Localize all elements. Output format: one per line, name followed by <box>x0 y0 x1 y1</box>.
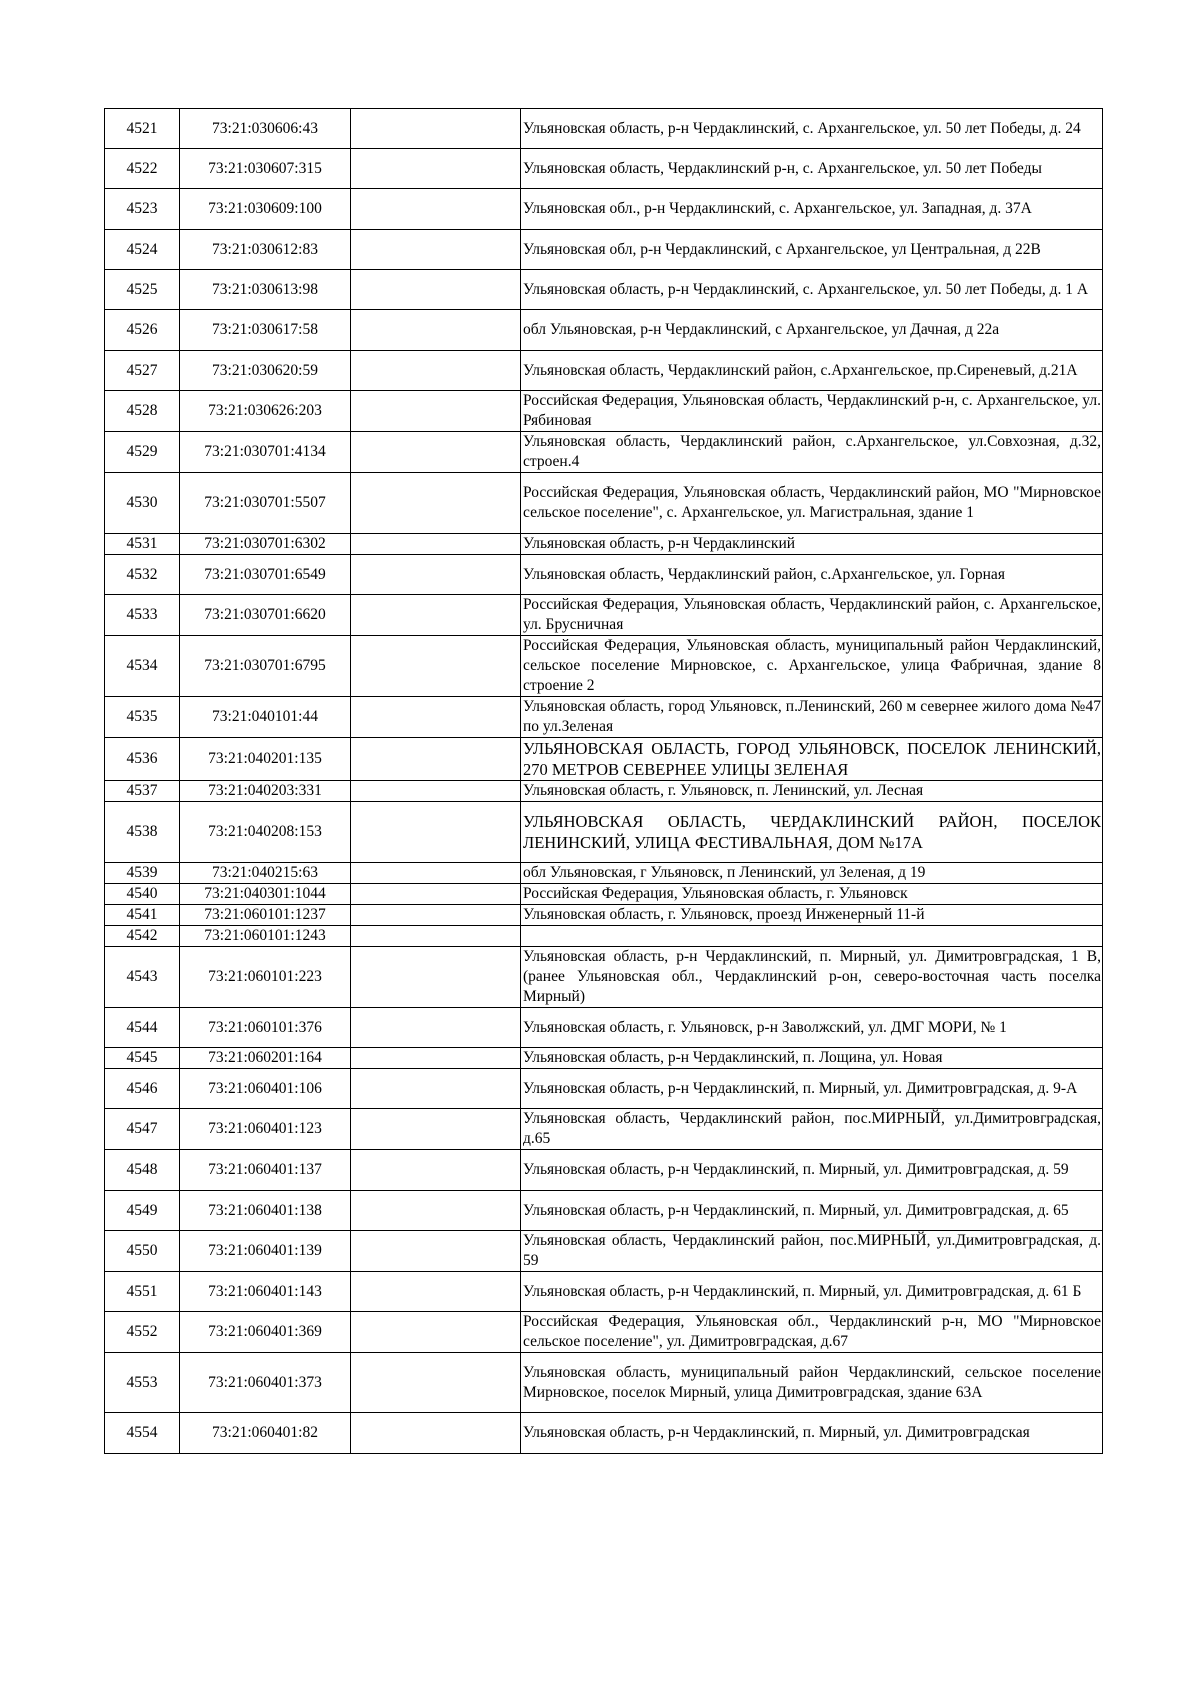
cadastral-number: 73:21:030612:83 <box>180 230 351 270</box>
table-row <box>105 432 1103 473</box>
address-cell: Ульяновская область, р-н Чердаклинский, с. Архангельское, ул. 50 лет Победы, д. 24 <box>521 109 1103 149</box>
empty-cell <box>351 884 521 905</box>
table-row <box>105 1413 1103 1454</box>
address-cell: Ульяновская область, Чердаклинский район, с.Архангельское, ул.Совхозная, д.32, строен.4 <box>521 432 1103 473</box>
table-row <box>105 947 1103 1008</box>
row-number: 4544 <box>105 1008 180 1048</box>
cadastral-number: 73:21:040101:44 <box>180 697 351 738</box>
cadastral-number: 73:21:030701:5507 <box>180 473 351 534</box>
empty-cell <box>351 1272 521 1312</box>
table-row <box>105 1008 1103 1048</box>
empty-cell <box>351 109 521 149</box>
address-cell: Ульяновская область, р-н Чердаклинский, п. Мирный, ул. Димитровградская, д. 61 Б <box>521 1272 1103 1312</box>
table-row <box>105 473 1103 534</box>
address-cell: Ульяновская область, муниципальный район Чердаклинский, сельское поселение Мирновское, поселок Мирный, улица Димитровградская, здание 63А <box>521 1353 1103 1413</box>
row-number: 4523 <box>105 189 180 230</box>
address-cell: Ульяновская обл, р-н Чердаклинский, с Архангельское, ул Центральная, д 22В <box>521 230 1103 270</box>
table-row <box>105 636 1103 697</box>
row-number: 4521 <box>105 109 180 149</box>
table-row <box>105 595 1103 636</box>
address-cell: Ульяновская область, р-н Чердаклинский, п. Мирный, ул. Димитровградская <box>521 1413 1103 1454</box>
cadastral-number: 73:21:030607:315 <box>180 149 351 189</box>
empty-cell <box>351 149 521 189</box>
table-row <box>105 926 1103 947</box>
empty-cell <box>351 926 521 947</box>
empty-cell <box>351 230 521 270</box>
registry-table <box>104 108 1103 1454</box>
empty-cell <box>351 189 521 230</box>
address-cell: Ульяновская область, р-н Чердаклинский, п. Мирный, ул. Димитровградская, д. 65 <box>521 1191 1103 1231</box>
row-number: 4530 <box>105 473 180 534</box>
table-row <box>105 189 1103 230</box>
row-number: 4540 <box>105 884 180 905</box>
address-cell: обл Ульяновская, г Ульяновск, п Ленинский, ул Зеленая, д 19 <box>521 863 1103 884</box>
table-row <box>105 1109 1103 1150</box>
row-number: 4529 <box>105 432 180 473</box>
address-cell: Российская Федерация, Ульяновская область, Чердаклинский р-н, с. Архангельское, ул. Рябиновая <box>521 391 1103 432</box>
cadastral-number: 73:21:030701:6302 <box>180 534 351 555</box>
empty-cell <box>351 1150 521 1191</box>
address-cell: Ульяновская область, р-н Чердаклинский, п. Мирный, ул. Димитровградская, д. 59 <box>521 1150 1103 1191</box>
cadastral-number: 73:21:060101:1243 <box>180 926 351 947</box>
empty-cell <box>351 947 521 1008</box>
row-number: 4550 <box>105 1231 180 1272</box>
cadastral-number: 73:21:060101:1237 <box>180 905 351 926</box>
cadastral-number: 73:21:060401:369 <box>180 1312 351 1353</box>
row-number: 4537 <box>105 781 180 802</box>
table-row <box>105 1353 1103 1413</box>
row-number: 4554 <box>105 1413 180 1454</box>
address-cell: Ульяновская область, р-н Чердаклинский, с. Архангельское, ул. 50 лет Победы, д. 1 А <box>521 270 1103 310</box>
row-number: 4527 <box>105 351 180 391</box>
registry-table-body <box>105 109 1103 1454</box>
cadastral-number: 73:21:030620:59 <box>180 351 351 391</box>
empty-cell <box>351 1069 521 1109</box>
empty-cell <box>351 270 521 310</box>
address-cell: Российская Федерация, Ульяновская область, г. Ульяновск <box>521 884 1103 905</box>
cadastral-number: 73:21:040301:1044 <box>180 884 351 905</box>
table-row <box>105 1272 1103 1312</box>
cadastral-number: 73:21:030617:58 <box>180 310 351 351</box>
cadastral-number: 73:21:060101:376 <box>180 1008 351 1048</box>
table-row <box>105 534 1103 555</box>
cadastral-number: 73:21:060101:223 <box>180 947 351 1008</box>
row-number: 4528 <box>105 391 180 432</box>
empty-cell <box>351 555 521 595</box>
cadastral-number: 73:21:030701:4134 <box>180 432 351 473</box>
cadastral-number: 73:21:030613:98 <box>180 270 351 310</box>
address-cell: Ульяновская область, Чердаклинский район, пос.МИРНЫЙ, ул.Димитровградская, д. 59 <box>521 1231 1103 1272</box>
table-row <box>105 1048 1103 1069</box>
cadastral-number: 73:21:030609:100 <box>180 189 351 230</box>
row-number: 4545 <box>105 1048 180 1069</box>
address-cell: Российская Федерация, Ульяновская область, Чердаклинский район, с. Архангельское, ул. Брусничная <box>521 595 1103 636</box>
empty-cell <box>351 1109 521 1150</box>
table-row <box>105 738 1103 781</box>
cadastral-number: 73:21:060401:373 <box>180 1353 351 1413</box>
row-number: 4542 <box>105 926 180 947</box>
table-row <box>105 351 1103 391</box>
row-number: 4533 <box>105 595 180 636</box>
address-cell: Ульяновская область, р-н Чердаклинский, п. Лощина, ул. Новая <box>521 1048 1103 1069</box>
row-number: 4526 <box>105 310 180 351</box>
table-row <box>105 781 1103 802</box>
empty-cell <box>351 1048 521 1069</box>
cadastral-number: 73:21:030701:6795 <box>180 636 351 697</box>
address-cell: Ульяновская область, город Ульяновск, п.Ленинский, 260 м севернее жилого дома №47 по ул.Зеленая <box>521 697 1103 738</box>
table-row <box>105 863 1103 884</box>
row-number: 4524 <box>105 230 180 270</box>
cadastral-number: 73:21:040203:331 <box>180 781 351 802</box>
table-row <box>105 1312 1103 1353</box>
empty-cell <box>351 1312 521 1353</box>
cadastral-number: 73:21:040215:63 <box>180 863 351 884</box>
address-cell: Ульяновская область, Чердаклинский район, с.Архангельское, пр.Сиреневый, д.21А <box>521 351 1103 391</box>
empty-cell <box>351 636 521 697</box>
address-cell: Ульяновская область, Чердаклинский район, с.Архангельское, ул. Горная <box>521 555 1103 595</box>
row-number: 4546 <box>105 1069 180 1109</box>
table-row <box>105 109 1103 149</box>
address-cell: Ульяновская область, р-н Чердаклинский, п. Мирный, ул. Димитровградская, д. 9-А <box>521 1069 1103 1109</box>
table-row <box>105 149 1103 189</box>
cadastral-number: 73:21:060401:106 <box>180 1069 351 1109</box>
cadastral-number: 73:21:060401:143 <box>180 1272 351 1312</box>
address-cell: УЛЬЯНОВСКАЯ ОБЛАСТЬ, ЧЕРДАКЛИНСКИЙ РАЙОН, ПОСЕЛОК ЛЕНИНСКИЙ, УЛИЦА ФЕСТИВАЛЬНАЯ, ДОМ №17А <box>521 802 1103 863</box>
empty-cell <box>351 310 521 351</box>
row-number: 4536 <box>105 738 180 781</box>
table-row <box>105 391 1103 432</box>
row-number: 4534 <box>105 636 180 697</box>
row-number: 4552 <box>105 1312 180 1353</box>
empty-cell <box>351 391 521 432</box>
cadastral-number: 73:21:040201:135 <box>180 738 351 781</box>
address-cell: Ульяновская область, Чердаклинский р-н, с. Архангельское, ул. 50 лет Победы <box>521 149 1103 189</box>
cadastral-number: 73:21:060401:137 <box>180 1150 351 1191</box>
address-cell: Российская Федерация, Ульяновская обл., Чердаклинский р-н, МО "Мирновское сельское поселение", ул. Димитровградская, д.67 <box>521 1312 1103 1353</box>
table-row <box>105 1069 1103 1109</box>
empty-cell <box>351 738 521 781</box>
cadastral-number: 73:21:030606:43 <box>180 109 351 149</box>
row-number: 4551 <box>105 1272 180 1312</box>
address-cell: Ульяновская область, г. Ульяновск, п. Ленинский, ул. Лесная <box>521 781 1103 802</box>
cadastral-number: 73:21:060401:139 <box>180 1231 351 1272</box>
address-cell: обл Ульяновская, р-н Чердаклинский, с Архангельское, ул Дачная, д 22а <box>521 310 1103 351</box>
address-cell: Ульяновская область, г. Ульяновск, проезд Инженерный 11-й <box>521 905 1103 926</box>
address-cell: Ульяновская область, р-н Чердаклинский <box>521 534 1103 555</box>
address-cell: Ульяновская обл., р-н Чердаклинский, с. Архангельское, ул. Западная, д. 37А <box>521 189 1103 230</box>
row-number: 4541 <box>105 905 180 926</box>
address-cell: Российская Федерация, Ульяновская область, муниципальный район Чердаклинский, сельское поселение Мирновское, с. Архангельское, улица Фабричная, здание 8 строение 2 <box>521 636 1103 697</box>
empty-cell <box>351 781 521 802</box>
empty-cell <box>351 595 521 636</box>
table-row <box>105 802 1103 863</box>
address-cell: Ульяновская область, г. Ульяновск, р-н Заволжский, ул. ДМГ МОРИ, № 1 <box>521 1008 1103 1048</box>
row-number: 4539 <box>105 863 180 884</box>
empty-cell <box>351 1191 521 1231</box>
address-cell: УЛЬЯНОВСКАЯ ОБЛАСТЬ, ГОРОД УЛЬЯНОВСК, ПОСЕЛОК ЛЕНИНСКИЙ, 270 МЕТРОВ СЕВЕРНЕЕ УЛИЦЫ ЗЕЛЕНАЯ <box>521 738 1103 781</box>
empty-cell <box>351 802 521 863</box>
row-number: 4531 <box>105 534 180 555</box>
empty-cell <box>351 1353 521 1413</box>
empty-cell <box>351 534 521 555</box>
row-number: 4532 <box>105 555 180 595</box>
row-number: 4543 <box>105 947 180 1008</box>
table-row <box>105 310 1103 351</box>
row-number: 4553 <box>105 1353 180 1413</box>
address-cell: Ульяновская область, Чердаклинский район, пос.МИРНЫЙ, ул.Димитровградская, д.65 <box>521 1109 1103 1150</box>
table-row <box>105 1150 1103 1191</box>
empty-cell <box>351 473 521 534</box>
table-row <box>105 884 1103 905</box>
row-number: 4547 <box>105 1109 180 1150</box>
cadastral-number: 73:21:060401:82 <box>180 1413 351 1454</box>
cadastral-number: 73:21:030701:6549 <box>180 555 351 595</box>
table-row <box>105 905 1103 926</box>
table-row <box>105 230 1103 270</box>
address-cell <box>521 926 1103 947</box>
empty-cell <box>351 863 521 884</box>
row-number: 4525 <box>105 270 180 310</box>
cadastral-number: 73:21:060401:123 <box>180 1109 351 1150</box>
row-number: 4522 <box>105 149 180 189</box>
table-row <box>105 697 1103 738</box>
empty-cell <box>351 1008 521 1048</box>
empty-cell <box>351 1231 521 1272</box>
table-row <box>105 1231 1103 1272</box>
empty-cell <box>351 905 521 926</box>
row-number: 4538 <box>105 802 180 863</box>
table-row <box>105 1191 1103 1231</box>
empty-cell <box>351 432 521 473</box>
cadastral-number: 73:21:060401:138 <box>180 1191 351 1231</box>
address-cell: Ульяновская область, р-н Чердаклинский, п. Мирный, ул. Димитровградская, 1 В, (ранее Ульяновская обл., Чердаклинский р-он, северо-восточная часть поселка Мирный) <box>521 947 1103 1008</box>
empty-cell <box>351 697 521 738</box>
empty-cell <box>351 1413 521 1454</box>
empty-cell <box>351 351 521 391</box>
cadastral-number: 73:21:060201:164 <box>180 1048 351 1069</box>
table-row <box>105 555 1103 595</box>
row-number: 4535 <box>105 697 180 738</box>
row-number: 4548 <box>105 1150 180 1191</box>
cadastral-number: 73:21:030626:203 <box>180 391 351 432</box>
row-number: 4549 <box>105 1191 180 1231</box>
cadastral-number: 73:21:030701:6620 <box>180 595 351 636</box>
cadastral-number: 73:21:040208:153 <box>180 802 351 863</box>
table-row <box>105 270 1103 310</box>
address-cell: Российская Федерация, Ульяновская область, Чердаклинский район, МО "Мирновское сельское поселение", с. Архангельское, ул. Магистральная, здание 1 <box>521 473 1103 534</box>
